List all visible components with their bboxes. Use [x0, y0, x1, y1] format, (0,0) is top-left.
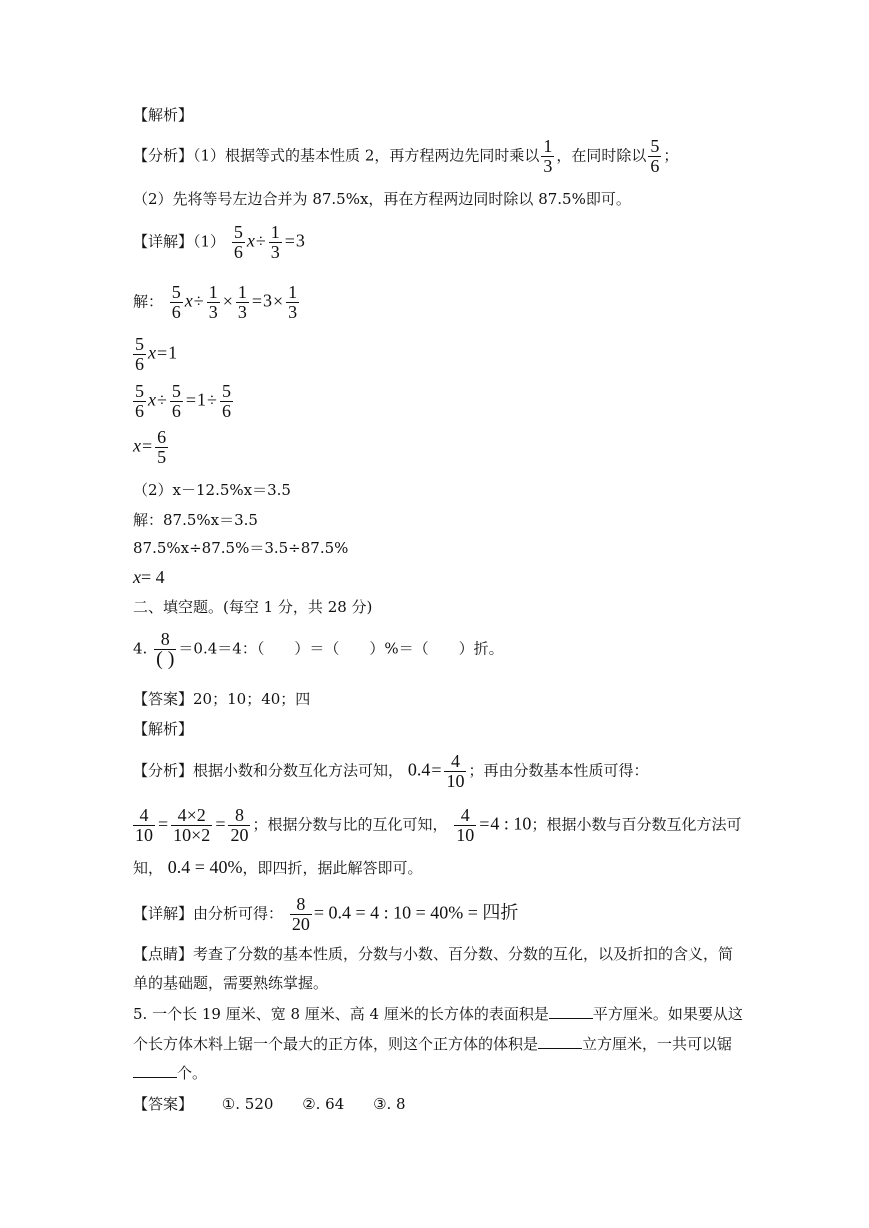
q4-remark-line-1: 【点睛】考查了分数的基本性质，分数与小数、百分数、分数的互化，以及折扣的含义，简 — [133, 945, 734, 963]
q4-remark-line-2: 单的基础题，需要熟练掌握。 — [133, 974, 329, 992]
q5-answer: 【答案】 ①. 520 ②. 64 ③. 8 — [133, 1095, 406, 1113]
analysis-line-1: 【分析】（1）根据等式的基本性质 2，再方程两边先同时乘以 $\frac{1}{3}$ ，在同时除以 $\frac{5}{6}$ ； — [133, 136, 679, 176]
answer-blank-1[interactable] — [549, 1004, 593, 1019]
section-2-heading: 二、填空题。(每空 1 分，共 28 分) — [133, 598, 373, 616]
detail-line-4: $\frac{5}{6}$ x÷ $\frac{5}{6}$ =1÷ $\frac{5}{6}$ — [135, 381, 231, 421]
question-5-line-3: 个。 — [133, 1063, 207, 1083]
q4-analysis-heading: 【解析】 — [133, 720, 194, 738]
part2-line-2: 87.5%x÷87.5%＝3.5÷87.5% — [133, 539, 349, 557]
answer-blank-2[interactable] — [538, 1034, 582, 1049]
answer-blank-3[interactable] — [133, 1063, 177, 1078]
question-5-line-1: 5. 一个长 19 厘米、宽 8 厘米、高 4 厘米的长方体的表面积是 平方厘米。如果要从这 — [133, 1005, 743, 1023]
q4-analysis-line-3: 知， 0.4 = 40%，即四折，据此解答即可。 — [133, 857, 423, 877]
fraction-one-third: $\frac{1}{3}$ — [543, 136, 553, 176]
q4-analysis-line-1: 【分析】根据小数和分数互化方法可知， 0.4= $\frac{4}{10}$ ；再由分数基本性质可得： — [133, 751, 649, 791]
part2-answer: x= 4 — [133, 567, 165, 587]
question-4: 4. $\frac{8}{( )}$ ＝0.4＝4：（ ）＝（ ）%＝（ ）折。 — [133, 629, 504, 670]
detail-line-2: 解： $\frac{5}{6}$ x÷ $\frac{1}{3}$ × $\frac{1}{3}$ =3× $\frac{1}{3}$ — [133, 282, 298, 322]
q4-analysis-line-2: $\frac{4}{10}$ = $\frac{4\times 2}{10\times 2}$ = $\frac{8}{20}$ ；根据分数与比的互化可知， $\frac{4}{10}$ =4 : 10；根据小数与百分数互化方法可 — [135, 805, 742, 845]
question-5-line-2: 个长方体木料上锯一个最大的正方体，则这个正方体的体积是 立方厘米，一共可以锯 — [133, 1035, 733, 1053]
analysis-label: 【分析】 — [133, 146, 194, 165]
part2-line-1: 解：87.5%x＝3.5 — [133, 511, 258, 529]
part2-title: （2）x－12.5%x＝3.5 — [133, 481, 291, 499]
analysis-line-2: （2）先将等号左边合并为 87.5%x，再在方程两边同时除以 87.5%即可。 — [133, 190, 631, 208]
q4-answer: 【答案】20；10；40；四 — [133, 690, 311, 708]
q4-detail: 【详解】由分析可得： $\frac{8}{20}$ = 0.4 = 4 : 10 = 40% = 四折 — [133, 894, 519, 934]
detail-line-3: $\frac{5}{6}$ x=1 — [135, 334, 178, 374]
fraction-five-sixths: $\frac{5}{6}$ — [650, 136, 660, 176]
detail-line-1: 【详解】（1） $\frac{5}{6}$ x÷ $\frac{1}{3}$ =3 — [133, 222, 305, 262]
analysis-heading: 【解析】 — [133, 106, 194, 124]
fraction-blank-denominator: $\frac{8}{( )}$ — [156, 629, 175, 670]
detail-line-5: x= $\frac{6}{5}$ — [133, 427, 167, 467]
